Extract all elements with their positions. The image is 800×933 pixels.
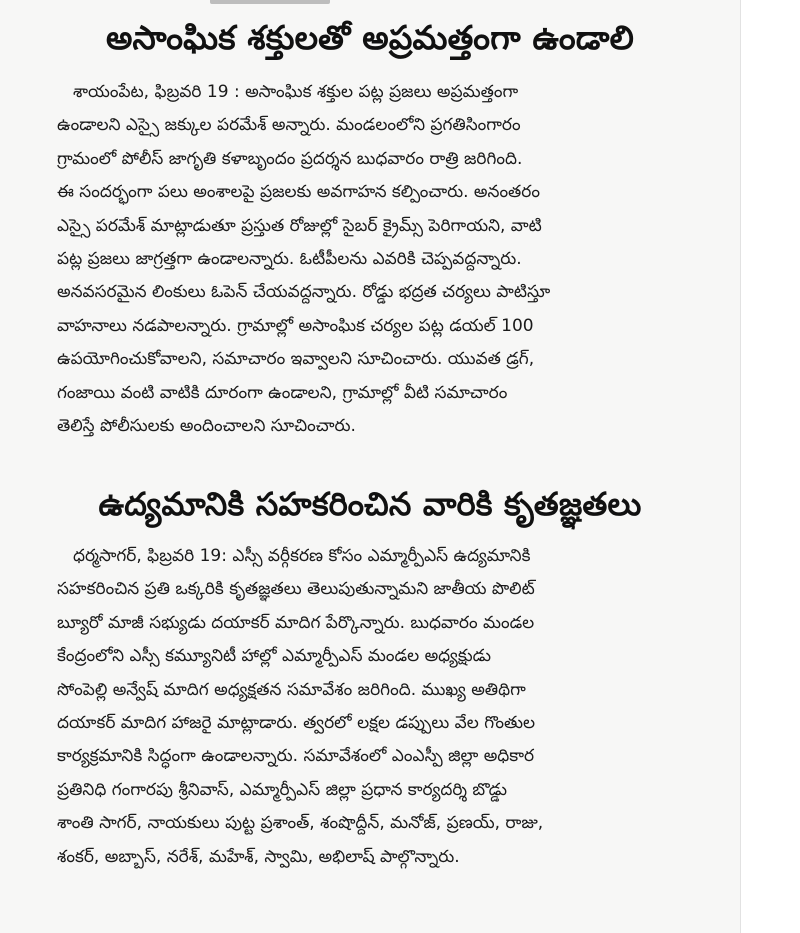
article-1-line: తెలిస్తే పోలీసులకు అందించాలని సూచించారు. (57, 415, 356, 436)
article-1-line: అనవసరమైన లింకులు ఓపెన్ చేయవద్దన్నారు. రోడ్డు భద్రత చర్యలు పాటిస్తూ (57, 282, 551, 303)
article-2-line: కేంద్రంలోని ఎస్సీ కమ్యూనిటీ హాల్లో ఎమ్మార్పీఎస్ మండల అధ్యక్షుడు (57, 646, 492, 667)
article-2-line: సోంపెల్లి అన్వేష్ మాదిగ అధ్యక్షతన సమావేశం జరిగింది. ముఖ్య అతిథిగా (57, 679, 526, 700)
article-1-line: వాహనాలు నడపాలన్నారు. గ్రామాల్లో అసాంఘిక చర్యల పట్ల డయల్ 100 (57, 315, 534, 336)
article-2-headline: ఉద్యమానికి సహకరించిన వారికి కృతజ్ఞతలు (98, 485, 642, 523)
article-1-line: గంజాయి వంటి వాటికి దూరంగా ఉండాలని, గ్రామాల్లో వీటి సమాచారం (57, 382, 508, 403)
article-2-line: కార్యక్రమానికి సిద్ధంగా ఉండాలన్నారు. సమావేశంలో ఎంఎస్పీ జిల్లా అధికార (57, 746, 535, 767)
article-2-line: శంకర్, అబ్బాస్, నరేశ్, మహేశ్, స్వామి, అభిలాష్ పాల్గొన్నారు. (57, 846, 460, 867)
article-1-line: ఎస్సై పరమేశ్ మాట్లాడుతూ ప్రస్తుత రోజుల్లో సైబర్ క్రైమ్స్ పెరిగాయని, వాటి (57, 215, 542, 236)
article-1-line: పట్ల ప్రజలు జాగ్రత్తగా ఉండాలన్నారు. ఓటీపీలను ఎవరికి చెప్పవద్దన్నారు. (57, 248, 522, 269)
article-2-line: బ్యూరో మాజీ సభ్యుడు దయాకర్ మాదిగ పేర్కొన్నారు. బుధవారం మండల (57, 612, 535, 633)
article-2-line: ప్రతినిధి గంగారపు శ్రీనివాస్, ఎమ్మార్పీఎస్ జిల్లా ప్రధాన కార్యదర్శి బొడ్డు (57, 779, 508, 800)
article-1-body (57, 76, 727, 443)
article-2-line: సహకరించిన ప్రతి ఒక్కరికి కృతజ్ఞతలు తెలుపుతున్నామని జాతీయ పొలిట్ (57, 579, 535, 600)
article-1-line: శాయంపేట, ఫిబ్రవరి 19 : అసాంఘిక శక్తుల పట్ల ప్రజలు అప్రమత్తంగా (73, 82, 519, 102)
article-2-line: దయాకర్ మాదిగ హాజరై మాట్లాడారు. త్వరలో లక్షల డప్పులు వేల గొంతుల (57, 712, 536, 733)
article-2-line: శాంతి సాగర్, నాయకులు పుట్ట ప్రశాంత్, శంషొద్దీన్, మనోజ్, ప్రణయ్, రాజు, (57, 813, 544, 834)
article-1-line: గ్రామంలో పోలీస్ జాగృతి కళాబృందం ప్రదర్శన బుధవారం రాత్రి జరిగింది. (57, 148, 523, 169)
article-2-line: ధర్మసాగర్, ఫిబ్రవరి 19: ఎస్సీ వర్గీకరణ కోసం ఎమ్మార్పీఎస్ ఉద్యమానికి (73, 546, 531, 566)
article-1-line: ఈ సందర్భంగా పలు అంశాలపై ప్రజలకు అవగాహన కల్పించారు. అనంతరం (57, 182, 540, 203)
article-3-headline-cut (150, 918, 620, 933)
page-margin (741, 0, 800, 933)
article-2-body (57, 540, 727, 874)
article-1-line: ఉండాలని ఎస్సై జక్కుల పరమేశ్ అన్నారు. మండలంలోని ప్రగతిసింగారం (57, 115, 521, 136)
article-1-line: ఉపయోగించుకోవాలని, సమాచారం ఇవ్వాలని సూచించారు. యువత డ్రగ్, (57, 349, 535, 370)
top-edge-fragment (210, 0, 330, 4)
article-1-headline: అసాంఘిక శక్తులతో అప్రమత్తంగా ఉండాలి (105, 18, 635, 57)
